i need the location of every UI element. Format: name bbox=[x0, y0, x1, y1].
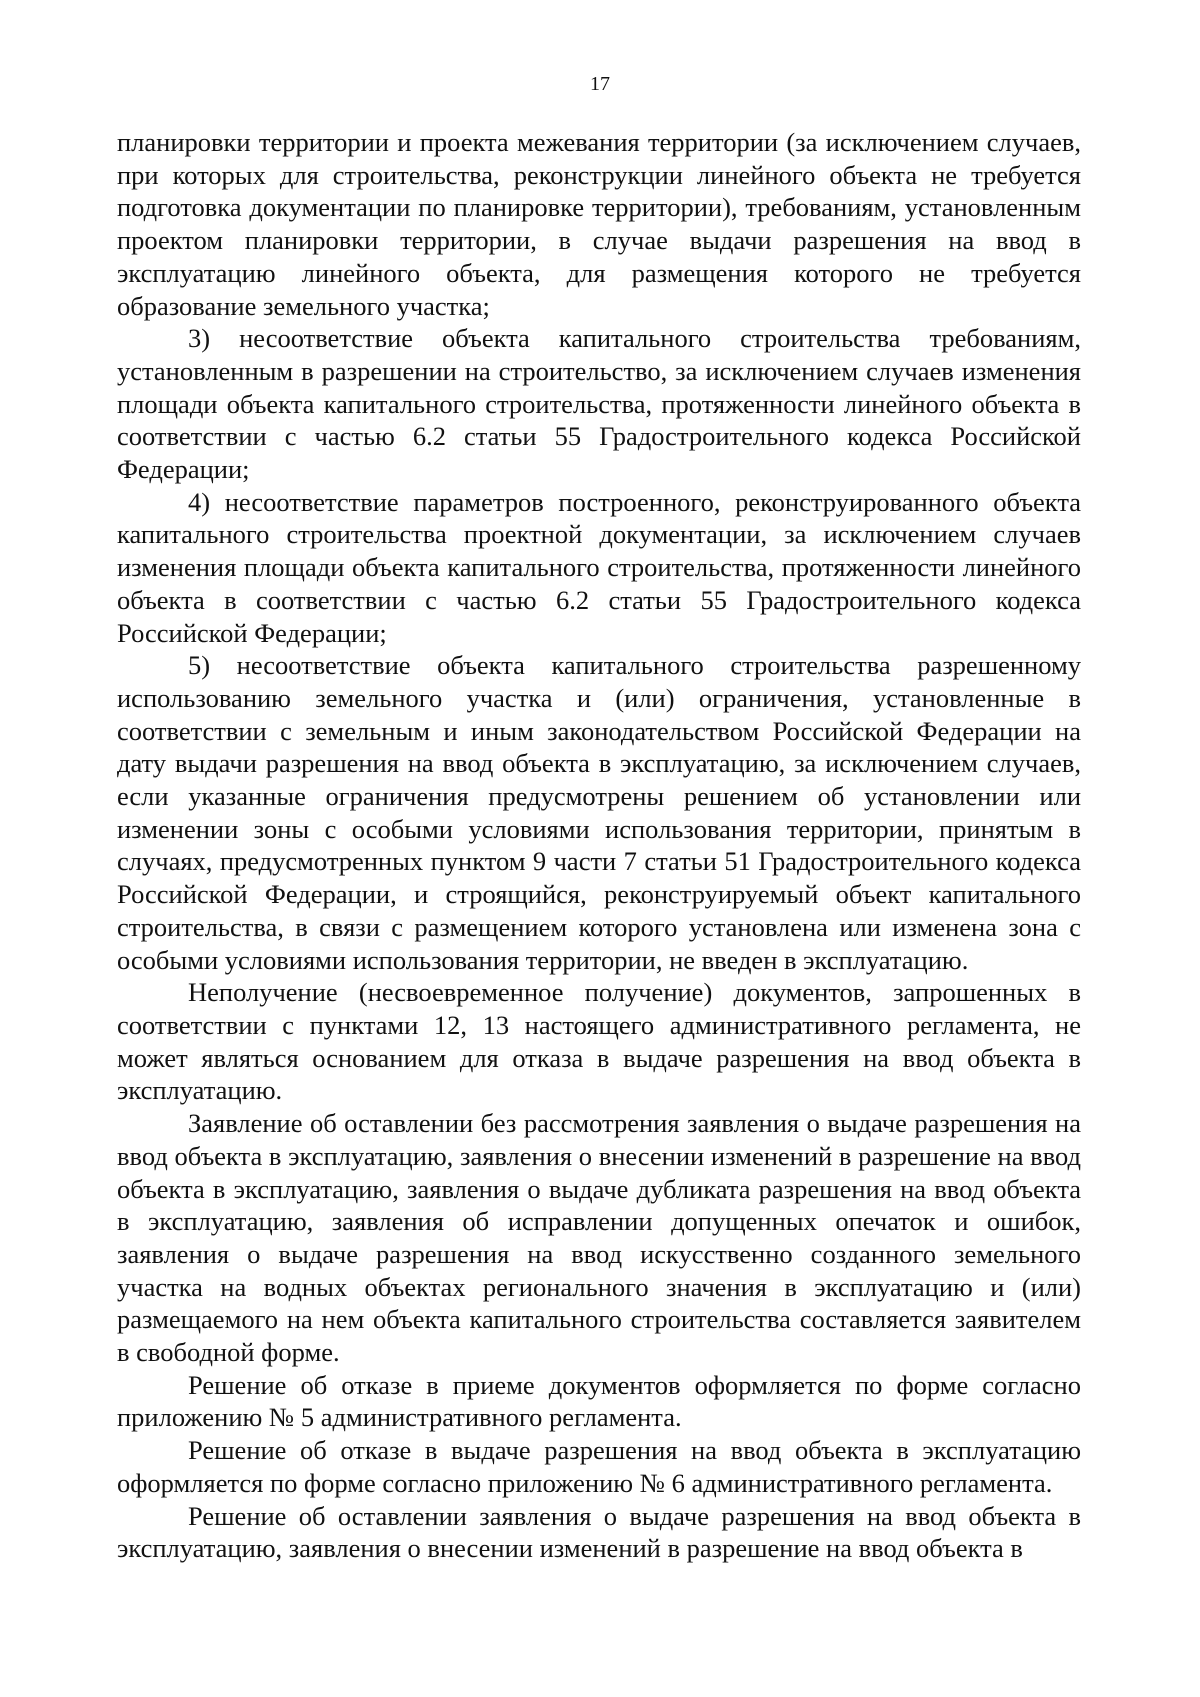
paragraph-item-4: 4) несоответствие параметров построенного, реконструированного объекта капитального строительства проектной документации, за исключением случаев изменения площади объекта капитального строительства, протяженности линейного объекта в соответствии с частью 6.2 статьи 55 Градостроительного кодекса Российской Федерации; bbox=[117, 486, 1081, 648]
paragraph-decision-leaving: Решение об оставлении заявления о выдаче разрешения на ввод объекта в эксплуатацию, заявления о внесении изменений в разрешение на ввод объекта в bbox=[117, 1500, 1081, 1564]
paragraph-refusal-documents: Решение об отказе в приеме документов оформляется по форме согласно приложению № 5 административного регламента. bbox=[117, 1369, 1081, 1433]
paragraph-item-3: 3) несоответствие объекта капитального строительства требованиям, установленным в разрешении на строительство, за исключением случаев изменения площади объекта капитального строительства, протяженности линейного объекта в соответствии с частью 6.2 статьи 55 Градостроительного кодекса Российской Федерации; bbox=[117, 323, 1081, 485]
page-number: 17 bbox=[590, 73, 610, 95]
paragraph-refusal-permit: Решение об отказе в выдаче разрешения на ввод объекта в эксплуатацию оформляется по форме согласно приложению № 6 административного регламента. bbox=[117, 1435, 1081, 1498]
paragraph-continuation: планировки территории и проекта межевания территории (за исключением случаев, при которых для строительства, реконструкции линейного объекта не требуется подготовка документации по планировке территории), требованиям, установленным проектом планировки территории, в случае выдачи разрешения на ввод в эксплуатацию линейного объекта, для размещения которого не требуется образование земельного участка; bbox=[117, 127, 1081, 321]
paragraph-item-5: 5) несоответствие объекта капитального строительства разрешенному использованию земельного участка и (или) ограничения, установленные в соответствии с земельным и иным законодательством Российской Федерации на дату выдачи разрешения на ввод объекта в эксплуатацию, за исключением случаев, если указанные ограничения предусмотрены решением об установлении или изменении зоны с особыми условиями использования территории, принятым в случаях, предусмотренных пунктом 9 части 7 статьи 51 Градостроительного кодекса Российской Федерации, и строящийся, реконструируемый объект капитального строительства, в связи с размещением которого установлена или изменена зона с особыми условиями использования территории, не введен в эксплуатацию. bbox=[117, 650, 1081, 975]
document-body bbox=[117, 126, 1081, 1565]
paragraph-non-receipt: Неполучение (несвоевременное получение) документов, запрошенных в соответствии с пунктами 12, 13 настоящего административного регламента, не может являться основанием для отказа в выдаче разрешения на ввод объекта в эксплуатацию. bbox=[117, 977, 1081, 1106]
paragraph-application-free-form: Заявление об оставлении без рассмотрения заявления о выдаче разрешения на ввод объекта в эксплуатацию, заявления о внесении изменений в разрешение на ввод объекта в эксплуатацию, заявления о выдаче дубликата разрешения на ввод объекта в эксплуатацию, заявления об исправлении допущенных опечаток и ошибок, заявления о выдаче разрешения на ввод искусственно созданного земельного участка на водных объектах регионального значения в эксплуатацию и (или) размещаемого на нем объекта капитального строительства составляется заявителем в свободной форме. bbox=[117, 1108, 1081, 1368]
